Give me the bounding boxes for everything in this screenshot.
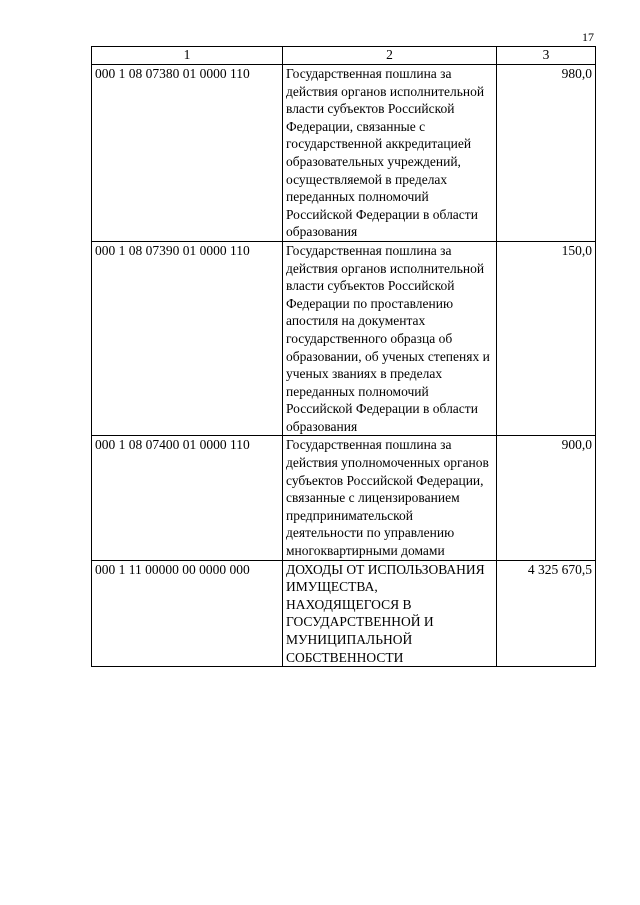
row-amount: 150,0	[497, 241, 596, 436]
table-row	[92, 65, 596, 242]
row-code: 000 1 08 07380 01 0000 110	[92, 65, 283, 242]
table-row	[92, 241, 596, 436]
row-code: 000 1 11 00000 00 0000 000	[92, 560, 283, 667]
column-header-code: 1	[92, 47, 283, 65]
row-name: Государственная пошлина за действия органов исполнительной власти субъектов Российской Федерации по проставлению апостиля на документах государственного образца об образовании, об ученых степенях и ученых званиях в пределах переданных полномочий Российской Федерации в области образования	[283, 241, 497, 436]
row-amount: 4 325 670,5	[497, 560, 596, 667]
column-header-amount: 3	[497, 47, 596, 65]
row-code: 000 1 08 07390 01 0000 110	[92, 241, 283, 436]
table-row	[92, 560, 596, 667]
table-row	[92, 436, 596, 560]
row-name: Государственная пошлина за действия органов исполнительной власти субъектов Российской Федерации, связанные с государственной аккредитацией образовательных учреждений, осуществляемой в пределах переданных полномочий Российской Федерации в области образования	[283, 65, 497, 242]
revenue-table	[91, 46, 596, 667]
table-header-row	[92, 47, 596, 65]
page-number: 17	[582, 30, 594, 44]
row-amount: 900,0	[497, 436, 596, 560]
row-code: 000 1 08 07400 01 0000 110	[92, 436, 283, 560]
row-name: ДОХОДЫ ОТ ИСПОЛЬЗОВАНИЯ ИМУЩЕСТВА, НАХОДЯЩЕГОСЯ В ГОСУДАРСТВЕННОЙ И МУНИЦИПАЛЬНОЙ СОБСТВЕННОСТИ	[283, 560, 497, 667]
row-amount: 980,0	[497, 65, 596, 242]
column-header-name: 2	[283, 47, 497, 65]
row-name: Государственная пошлина за действия уполномоченных органов субъектов Российской Федерации, связанные с лицензированием предпринимательской деятельности по управлению многоквартирными домами	[283, 436, 497, 560]
